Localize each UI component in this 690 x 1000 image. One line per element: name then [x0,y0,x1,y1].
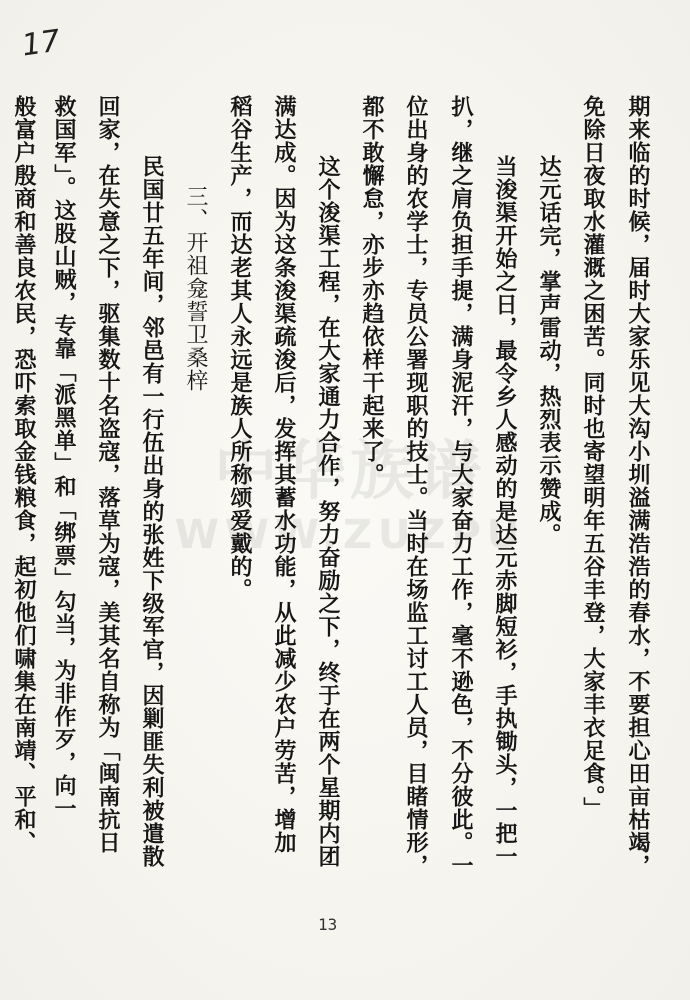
text-column-15: 般富户殷商和善良农民，恐吓索取金钱粮食，起初他们啸集在南靖、平和、 [11,95,36,854]
text-column-5: 扒，继之肩负担手提，满身泥汗，与大家奋力工作，毫不逊色，不分彼此。一 [448,95,473,877]
watermark-cn: 中华族谱 [214,435,486,509]
text-column-2: 免除日夜取水灌溉之困苦。同时也寄望明年五谷丰登，大家丰衣足食。」 [580,95,605,820]
text-column-1: 期来临的时候，届时大家乐见大沟小圳溢满浩浩的春水，不要担心田亩枯竭， [625,95,650,877]
text-column-12: 民国廿五年间，邻邑有一行伍出身的张姓下级军官，因剿匪失利被遣散 [139,155,164,868]
text-column-6: 位出身的农学士，专员公署现职的技士。当时在场监工讨工人员，目睹情形， [403,95,428,877]
text-column-13: 回家，在失意之下，驱集数十名盗寇，落草为寇，美其名自称为「闽南抗日 [95,95,120,854]
text-column-4: 当浚渠开始之日，最令乡人感动的是达元赤脚短衫，手执锄头，一把一 [492,155,517,868]
text-column-9: 满达成。因为这条浚渠疏浚后，发挥其蓄水功能，从此减少农户劳苦，增加 [271,95,296,854]
handwritten-page-mark: 17 [19,23,63,64]
text-column-10: 稻谷生产，而达老其人永远是族人所称颂爱戴的。 [227,95,252,601]
text-column-7: 都不敢懈怠，亦步亦趋依样干起来了。 [359,95,384,486]
text-column-14: 救国军」。这股山贼，专靠「派黑单」和「绑票」勾当，为非作歹，向一 [51,95,76,820]
text-column-8: 这个浚渠工程，在大家通力合作，努力奋励之下，终于在两个星期内团 [315,155,340,868]
page-number: 13 [318,915,338,934]
watermark-en: WWW.ZUZPU [174,512,526,558]
section-heading: 三、开祖龛誓卫桑梓 [183,185,208,392]
text-column-3: 达元话完，掌声雷动，热烈表示赞成。 [536,155,561,546]
